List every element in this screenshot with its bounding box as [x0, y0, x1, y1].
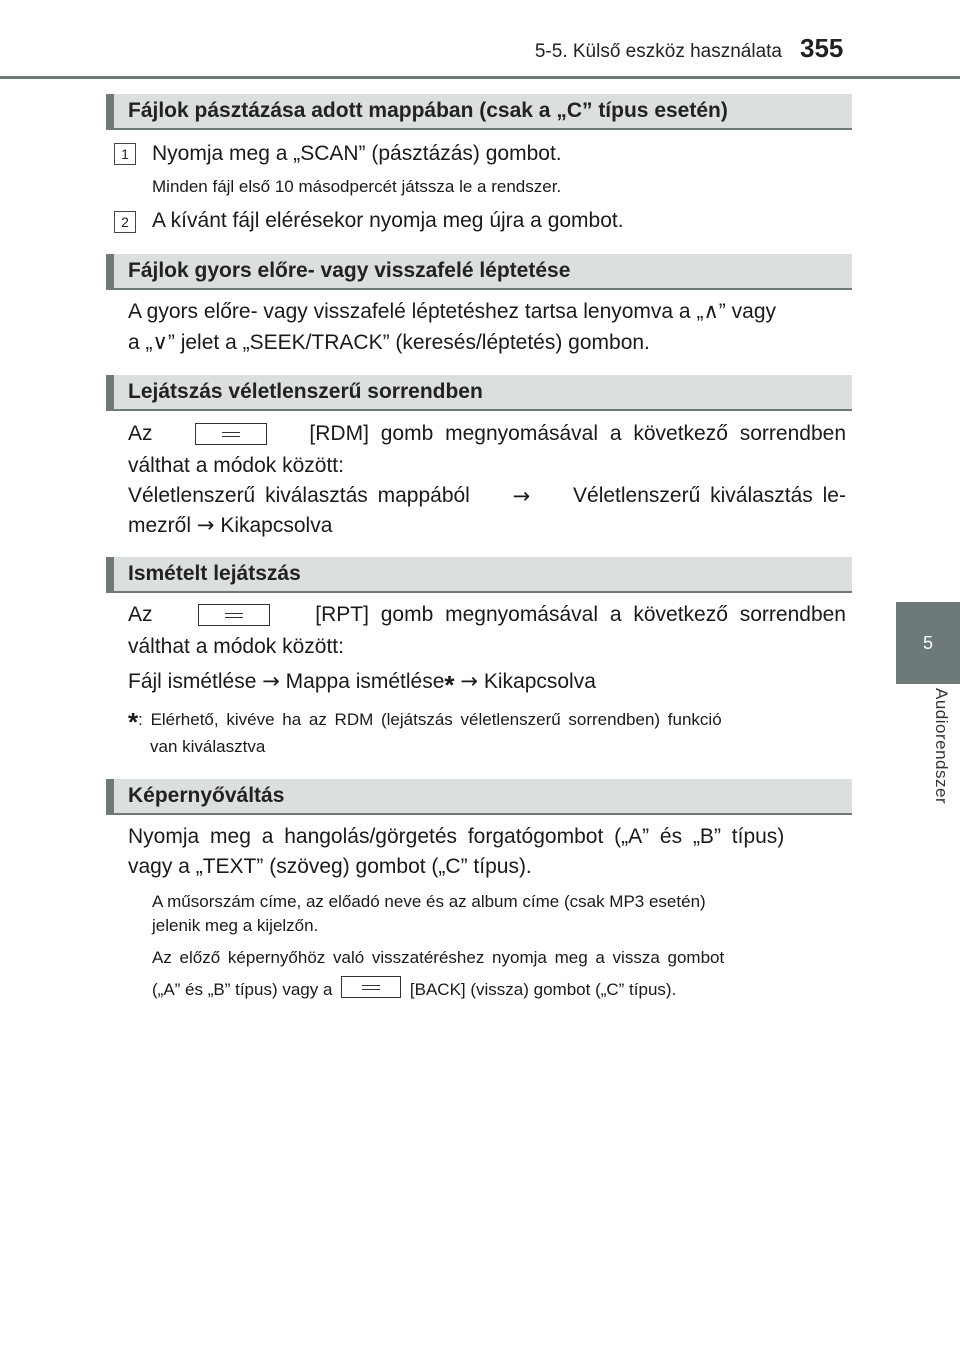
- repeat-footnote-line2: van kiválasztva: [150, 737, 266, 756]
- random-mode-folder: Véletlenszerű kiválasztás mappából: [128, 484, 470, 507]
- repeat-line1-rest: [RPT] gomb megnyomásával a következő sorrendben: [315, 603, 846, 626]
- random-line2: válthat a módok között:: [128, 454, 344, 477]
- arrow-icon: →: [512, 484, 531, 508]
- repeat-line2: válthat a módok között:: [128, 635, 344, 658]
- chapter-tab-label: Audiorendszer: [932, 688, 951, 805]
- screen-note2-line1: Az előző képernyőhöz való visszatéréshez nyomja meg a vissza gombot: [152, 948, 725, 967]
- screen-note2-prefix: („A” és „B” típus) vagy a: [152, 980, 333, 999]
- repeat-line1: [128, 600, 846, 630]
- fast-text-line1: A gyors előre- vagy visszafelé léptetéshez tartsa lenyomva a „∧” vagy: [128, 300, 776, 323]
- repeat-line3: [128, 666, 846, 700]
- rdm-button-icon: [195, 423, 267, 445]
- chapter-tab: 5: [896, 602, 960, 684]
- section-heading-random: Lejátszás véletlenszerű sorrendben: [106, 375, 852, 411]
- random-mode-disc-cont: mezről: [128, 514, 192, 537]
- arrow-icon: →: [196, 513, 215, 537]
- section-heading-fast: Fájlok gyors előre- vagy visszafelé léptetése: [106, 254, 852, 290]
- scan-step2-text: A kívánt fájl elérésekor nyomja meg újra a gombot.: [152, 209, 624, 232]
- random-line1: [128, 419, 846, 449]
- random-mode-off: Kikapcsolva: [220, 514, 333, 537]
- repeat-line1-prefix: Az: [128, 603, 153, 626]
- footnote-text-line1: : Elérhető, kivéve ha az RDM (lejátszás véletlenszerű sorrendben) funkció: [138, 710, 722, 729]
- random-mode-disc: Véletlenszerű kiválasztás le-: [573, 484, 846, 507]
- screen-note1-line1: A műsorszám címe, az előadó neve és az album címe (csak MP3 esetén): [152, 892, 706, 911]
- repeat-mode-off: Kikapcsolva: [483, 670, 596, 693]
- fast-text-line2: a „∨” jelet a „SEEK/TRACK” (keresés/léptetés) gombon.: [128, 331, 650, 354]
- random-line1-prefix: Az: [128, 422, 153, 445]
- repeat-mode-folder: Mappa ismétlése: [285, 670, 445, 693]
- section-heading-repeat: Ismételt lejátszás: [106, 557, 852, 593]
- step-number-1: 1: [114, 143, 136, 165]
- arrow-icon: →: [262, 669, 280, 693]
- back-button-icon: [341, 976, 401, 998]
- header-divider: [0, 76, 960, 79]
- section-heading-scan: Fájlok pásztázása adott mappában (csak a „C” típus esetén): [106, 94, 852, 130]
- random-line4: [128, 510, 846, 541]
- random-line1-rest: [RDM] gomb megnyomásával a következő sorrendben: [309, 422, 846, 445]
- screen-line2: vagy a „TEXT” (szöveg) gombot („C” típus).: [128, 855, 532, 878]
- rpt-button-icon: [198, 604, 270, 626]
- repeat-footnote-line1: [128, 707, 846, 737]
- random-line3: [128, 481, 846, 511]
- arrow-icon: →: [460, 669, 478, 693]
- screen-line1: Nyomja meg a hangolás/görgetés forgatógombot („A” és „B” típus): [128, 825, 785, 848]
- page-number: 355: [800, 33, 844, 63]
- screen-note2-rest: [BACK] (vissza) gombot („C” típus).: [409, 980, 677, 999]
- footnote-star-icon: *: [444, 670, 455, 700]
- scan-step1-text: Nyomja meg a „SCAN” (pásztázás) gombot.: [152, 142, 562, 165]
- step-number-2: 2: [114, 211, 136, 233]
- header-chapter-title: 5-5. Külső eszköz használata: [534, 41, 782, 62]
- screen-note2-line2: [152, 976, 846, 1002]
- screen-note1-line2: jelenik meg a kijelzőn.: [152, 916, 319, 935]
- footnote-star-icon: *: [128, 707, 139, 737]
- repeat-mode-file: Fájl ismétlése: [128, 670, 257, 693]
- scan-step1-note: Minden fájl első 10 másodpercét játssza le a rendszer.: [152, 177, 562, 196]
- section-heading-screen: Képernyőváltás: [106, 779, 852, 815]
